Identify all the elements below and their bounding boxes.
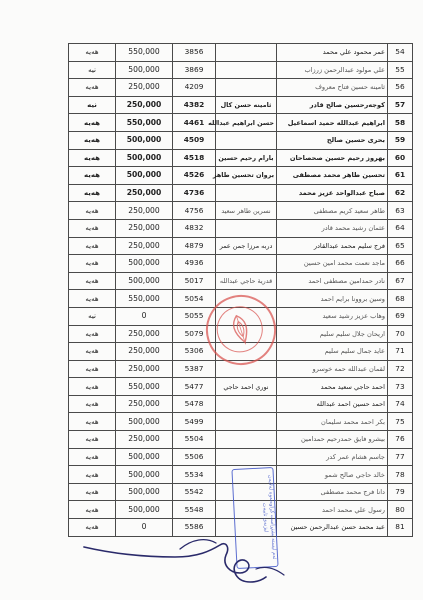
status-cell: هەیە	[69, 448, 116, 466]
code-cell: 4509	[173, 131, 216, 149]
code-cell: 4382	[173, 96, 216, 114]
amount-cell: 250,000	[116, 360, 173, 378]
name-cell: دانا فرج محمد مصطفى	[277, 483, 388, 501]
amount-cell: 250,000	[116, 431, 173, 449]
row-number-cell: 66	[388, 255, 413, 273]
beneficiary-cell: نسرين طاهر سعيد	[216, 202, 277, 220]
table-row	[69, 149, 413, 167]
amount-cell: 0	[116, 519, 173, 537]
name-cell: رسول علي محمد احمد	[277, 501, 388, 519]
row-number-cell: 64	[388, 219, 413, 237]
status-cell: هەیە	[69, 114, 116, 132]
name-cell: ماجد نعمت محمد امين حسين	[277, 255, 388, 273]
name-cell: عثمان رشيد محمد قادر	[277, 219, 388, 237]
table-row	[69, 184, 413, 202]
status-cell: هەیە	[69, 378, 116, 396]
amount-cell: 500,000	[116, 466, 173, 484]
status-cell: هەیە	[69, 325, 116, 343]
row-number-cell: 62	[388, 184, 413, 202]
code-cell: 5506	[173, 448, 216, 466]
handwritten-signature	[80, 535, 290, 590]
payments-table-body	[69, 44, 413, 537]
status-cell: هەیە	[69, 272, 116, 290]
row-number-cell: 67	[388, 272, 413, 290]
name-cell: عبد محمد حسن عبدالرحمن حسين	[277, 519, 388, 537]
code-cell: 5079	[173, 325, 216, 343]
status-cell: هەیە	[69, 413, 116, 431]
payments-table	[68, 43, 413, 537]
amount-cell: 500,000	[116, 501, 173, 519]
table-row	[69, 79, 413, 97]
amount-cell: 500,000	[116, 167, 173, 185]
table-row	[69, 378, 413, 396]
amount-cell: 500,000	[116, 272, 173, 290]
row-number-cell: 54	[388, 44, 413, 62]
table-row	[69, 96, 413, 114]
name-cell: طاهر سعيد كريم مصطفى	[277, 202, 388, 220]
code-cell: 4756	[173, 202, 216, 220]
beneficiary-cell	[216, 219, 277, 237]
status-cell: هەیە	[69, 360, 116, 378]
amount-cell: 500,000	[116, 483, 173, 501]
name-cell: ابراهيم عبدالله حميد اسماعيل	[277, 114, 388, 132]
table-row	[69, 61, 413, 79]
beneficiary-cell	[216, 431, 277, 449]
table-row	[69, 167, 413, 185]
beneficiary-cell: بارام رحيم حسين	[216, 149, 277, 167]
table-row	[69, 44, 413, 62]
row-number-cell: 71	[388, 343, 413, 361]
status-cell: هەیە	[69, 167, 116, 185]
amount-cell: 500,000	[116, 61, 173, 79]
code-cell: 5306	[173, 343, 216, 361]
row-number-cell: 73	[388, 378, 413, 396]
beneficiary-cell: دربه مرزا جمن عمر	[216, 237, 277, 255]
amount-cell: 250,000	[116, 343, 173, 361]
status-cell: هەیە	[69, 149, 116, 167]
status-cell: نیە	[69, 96, 116, 114]
amount-cell: 250,000	[116, 325, 173, 343]
row-number-cell: 76	[388, 431, 413, 449]
status-cell: هەیە	[69, 79, 116, 97]
table-row	[69, 237, 413, 255]
table-row	[69, 413, 413, 431]
code-cell: 5499	[173, 413, 216, 431]
amount-cell: 250,000	[116, 184, 173, 202]
code-cell: 4936	[173, 255, 216, 273]
table-row	[69, 114, 413, 132]
code-cell: 5542	[173, 483, 216, 501]
status-cell: هەیە	[69, 395, 116, 413]
status-cell: هەیە	[69, 202, 116, 220]
status-cell: هەیە	[69, 131, 116, 149]
name-cell: بهروز رحيم حسين صحصاحان	[277, 149, 388, 167]
amount-cell: 250,000	[116, 96, 173, 114]
status-cell: هەیە	[69, 237, 116, 255]
code-cell: 4209	[173, 79, 216, 97]
row-number-cell: 81	[388, 519, 413, 537]
name-cell: لقمان عبدالله حمه خوسرو	[277, 360, 388, 378]
code-cell: 4879	[173, 237, 216, 255]
status-cell: هەیە	[69, 483, 116, 501]
amount-cell: 250,000	[116, 79, 173, 97]
status-cell: هەیە	[69, 519, 116, 537]
amount-cell: 250,000	[116, 202, 173, 220]
name-cell: جاسم هشام عمر كدر	[277, 448, 388, 466]
name-cell: بيشرو فايق حمدرحيم حمدامين	[277, 431, 388, 449]
row-number-cell: 63	[388, 202, 413, 220]
code-cell: 4526	[173, 167, 216, 185]
code-cell: 4461	[173, 114, 216, 132]
name-cell: اريحان جلال سليم سليم	[277, 325, 388, 343]
code-cell: 4736	[173, 184, 216, 202]
status-cell: هەیە	[69, 501, 116, 519]
code-cell: 5478	[173, 395, 216, 413]
table-row	[69, 395, 413, 413]
status-cell: هەیە	[69, 466, 116, 484]
table-row	[69, 255, 413, 273]
row-number-cell: 77	[388, 448, 413, 466]
beneficiary-cell	[216, 79, 277, 97]
beneficiary-cell: بروان تحسين طاهر	[216, 167, 277, 185]
name-cell: احمد حسين احمد عبدالله	[277, 395, 388, 413]
name-cell: خالد حاجي صالح شمو	[277, 466, 388, 484]
name-cell: ثامينه حسين فتاح معروف	[277, 79, 388, 97]
beneficiary-cell	[216, 413, 277, 431]
row-number-cell: 80	[388, 501, 413, 519]
amount-cell: 500,000	[116, 413, 173, 431]
code-cell: 5477	[173, 378, 216, 396]
row-number-cell: 79	[388, 483, 413, 501]
row-number-cell: 70	[388, 325, 413, 343]
beneficiary-cell: ثامينه حسن كال	[216, 96, 277, 114]
name-cell: احمد حاجي سعيد محمد	[277, 378, 388, 396]
beneficiary-cell: نوري احمد حاجي	[216, 378, 277, 396]
name-cell: وسين بروونا برايم احمد	[277, 290, 388, 308]
status-cell: هەیە	[69, 431, 116, 449]
code-cell: 5534	[173, 466, 216, 484]
name-cell: بحرى حسين صالح	[277, 131, 388, 149]
code-cell: 5548	[173, 501, 216, 519]
status-cell: هەیە	[69, 184, 116, 202]
table-row	[69, 219, 413, 237]
code-cell: 5017	[173, 272, 216, 290]
name-cell: وهاب عزيز رشيد سعيد	[277, 307, 388, 325]
status-cell: هەیە	[69, 44, 116, 62]
name-cell: بكر احمد محمد سليمان	[277, 413, 388, 431]
row-number-cell: 78	[388, 466, 413, 484]
row-number-cell: 56	[388, 79, 413, 97]
amount-cell: 550,000	[116, 44, 173, 62]
beneficiary-cell	[216, 44, 277, 62]
table-row	[69, 131, 413, 149]
code-cell: 5504	[173, 431, 216, 449]
name-cell: كوجەرحسين صالح قادر	[277, 96, 388, 114]
name-cell: نادر حمدامين مصطفى احمد	[277, 272, 388, 290]
row-number-cell: 55	[388, 61, 413, 79]
code-cell: 5387	[173, 360, 216, 378]
status-cell: نیە	[69, 61, 116, 79]
code-cell: 5055	[173, 307, 216, 325]
name-cell: عايد جمال سليم سليم	[277, 343, 388, 361]
name-cell: تحسين طاهر محمد مصطفى	[277, 167, 388, 185]
code-cell: 4518	[173, 149, 216, 167]
amount-cell: 550,000	[116, 114, 173, 132]
amount-cell: 0	[116, 307, 173, 325]
beneficiary-cell	[216, 61, 277, 79]
table-row	[69, 448, 413, 466]
amount-cell: 500,000	[116, 149, 173, 167]
row-number-cell: 74	[388, 395, 413, 413]
row-number-cell: 65	[388, 237, 413, 255]
row-number-cell: 72	[388, 360, 413, 378]
code-cell: 3869	[173, 61, 216, 79]
code-cell: 5586	[173, 519, 216, 537]
status-cell: هەیە	[69, 343, 116, 361]
amount-cell: 550,000	[116, 378, 173, 396]
row-number-cell: 61	[388, 167, 413, 185]
beneficiary-cell	[216, 395, 277, 413]
amount-cell: 250,000	[116, 219, 173, 237]
row-number-cell: 75	[388, 413, 413, 431]
code-cell: 4832	[173, 219, 216, 237]
table-row	[69, 272, 413, 290]
amount-cell: 250,000	[116, 395, 173, 413]
name-cell: فرج سليم محمد عبدالقادر	[277, 237, 388, 255]
code-cell: 3856	[173, 44, 216, 62]
amount-cell: 550,000	[116, 290, 173, 308]
name-cell: علي مولود عبدالرحمن زرزاب	[277, 61, 388, 79]
row-number-cell: 59	[388, 131, 413, 149]
amount-cell: 250,000	[116, 237, 173, 255]
blue-stamp-text: ئەم لیستە پشتڕاست کراوەتەوە لەلایەن لیژنەی تایبەت	[261, 474, 278, 560]
status-cell: هەیە	[69, 255, 116, 273]
status-cell: نیە	[69, 307, 116, 325]
code-cell: 5054	[173, 290, 216, 308]
row-number-cell: 69	[388, 307, 413, 325]
row-number-cell: 57	[388, 96, 413, 114]
name-cell: صباح عبدالواحد عزيز محمد	[277, 184, 388, 202]
status-cell: هەیە	[69, 290, 116, 308]
name-cell: عمر محمود علي محمد	[277, 44, 388, 62]
row-number-cell: 68	[388, 290, 413, 308]
beneficiary-cell	[216, 184, 277, 202]
row-number-cell: 60	[388, 149, 413, 167]
amount-cell: 500,000	[116, 448, 173, 466]
beneficiary-cell	[216, 448, 277, 466]
beneficiary-cell	[216, 255, 277, 273]
beneficiary-cell	[216, 131, 277, 149]
row-number-cell: 58	[388, 114, 413, 132]
table-row	[69, 431, 413, 449]
amount-cell: 500,000	[116, 131, 173, 149]
table-row	[69, 202, 413, 220]
beneficiary-cell: قدرية حاجي عبدالله	[216, 272, 277, 290]
beneficiary-cell: حسن ابراهيم عبدالله	[216, 114, 277, 132]
status-cell: هەیە	[69, 219, 116, 237]
amount-cell: 500,000	[116, 255, 173, 273]
